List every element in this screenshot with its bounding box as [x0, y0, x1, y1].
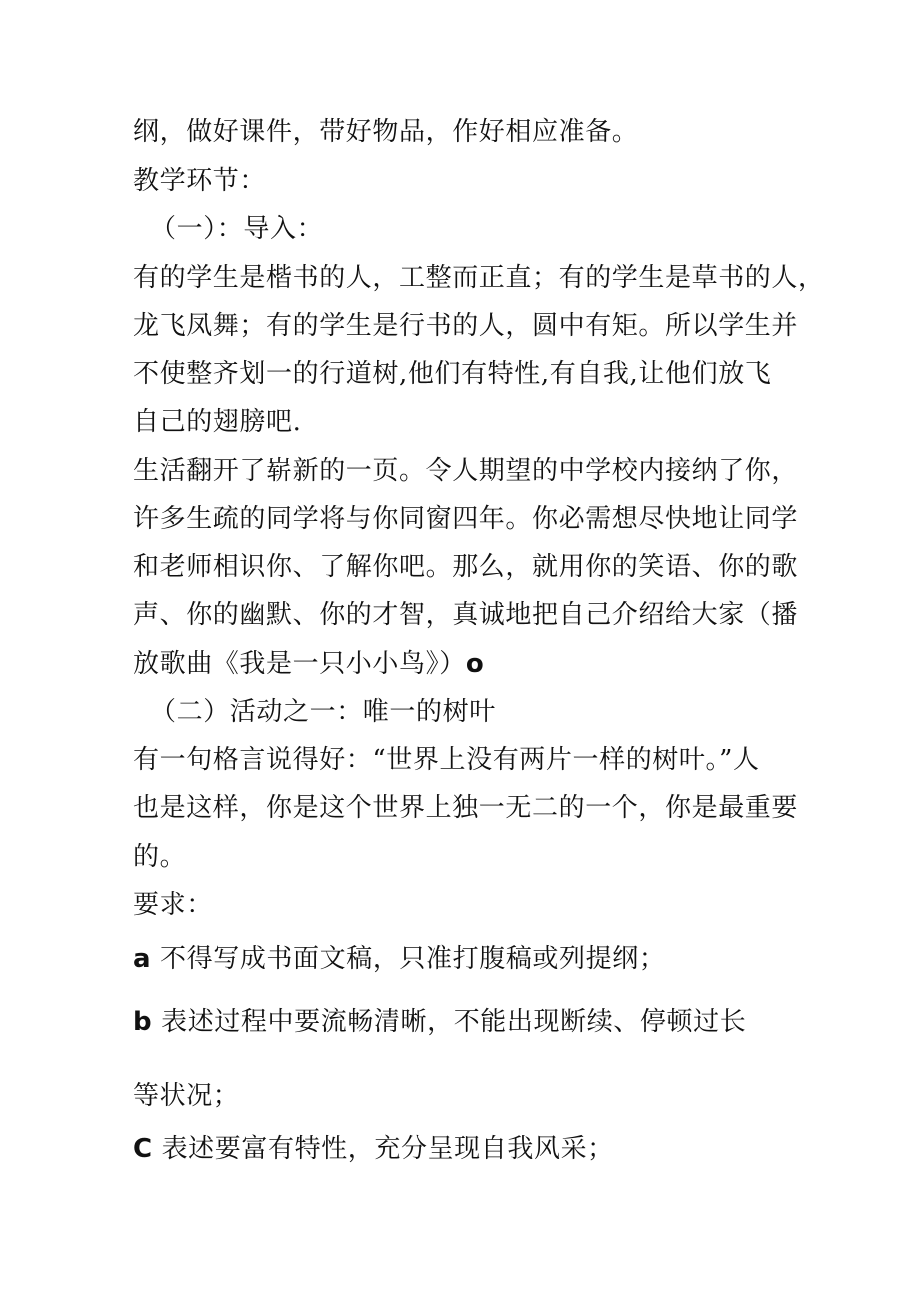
requirement-a-text: 不得写成书面文稿，只准打腹稿或列提纲；	[160, 944, 666, 974]
section-heading-intro: （一）：导入：	[150, 214, 324, 244]
text-line-12-suffix: o	[465, 649, 485, 679]
requirement-c	[133, 1134, 614, 1164]
text-line-8: 生活翻开了崭新的一页。令人期望的中学校内接纳了你，	[133, 456, 799, 486]
text-line-12	[133, 649, 484, 679]
requirement-a	[133, 944, 665, 974]
requirements-heading: 要求：	[133, 890, 213, 920]
text-line-14: 有一句格言说得好：“世界上没有两片一样的树叶。”人	[133, 745, 760, 775]
section-heading-activity-1: （二）活动之一：唯一的树叶	[150, 697, 496, 727]
text-line-5: 龙飞凤舞；有的学生是行书的人，圆中有矩。所以学生并	[133, 311, 799, 341]
text-line-4: 有的学生是楷书的人，工整而正直；有的学生是草书的人，	[133, 263, 825, 293]
list-marker-a: a	[133, 944, 152, 974]
text-line-10: 和老师相识你、了解你吧。那么，就用你的笑语、你的歌	[133, 552, 799, 582]
text-line-11: 声、你的幽默、你的才智，真诚地把自己介绍给大家（播	[133, 600, 799, 630]
text-line-7: 自己的翅膀吧.	[133, 407, 302, 437]
requirement-b-continued: 等状况；	[133, 1081, 240, 1111]
text-line-1: 纲，做好课件，带好物品，作好相应准备。	[133, 117, 639, 147]
text-line-15: 也是这样，你是这个世界上独一无二的一个，你是最重要	[133, 793, 799, 823]
text-line-6: 不使整齐划一的行道树,他们有特性,有自我,让他们放飞	[133, 359, 772, 389]
requirement-b-text: 表述过程中要流畅清晰，不能出现断续、停顿过长	[161, 1007, 747, 1037]
list-marker-b: b	[133, 1007, 153, 1037]
text-line-9: 许多生疏的同学将与你同窗四年。你必需想尽快地让同学	[133, 504, 799, 534]
requirement-c-text: 表述要富有特性，充分呈现自我风采；	[161, 1134, 614, 1164]
text-line-12-body: 放歌曲《我是一只小小鸟》）	[133, 649, 466, 679]
text-line-2: 教学环节：	[133, 166, 267, 196]
text-line-16: 的。	[133, 842, 187, 872]
requirement-b	[133, 1007, 746, 1037]
list-marker-c: C	[133, 1134, 153, 1164]
